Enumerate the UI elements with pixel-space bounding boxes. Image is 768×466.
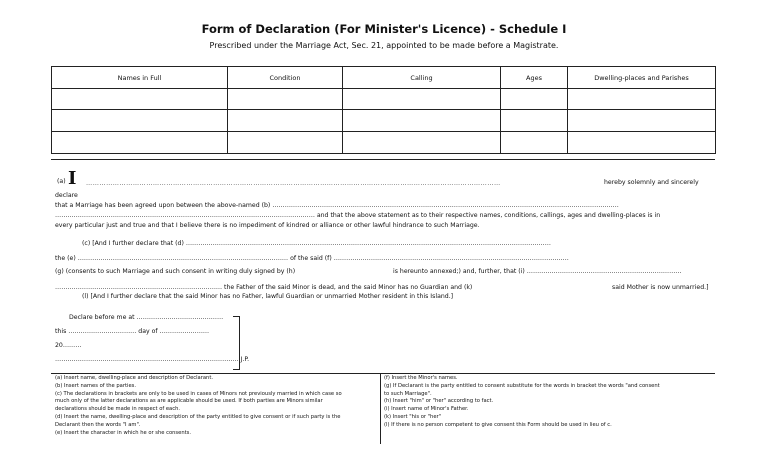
table-cell[interactable] — [568, 110, 716, 132]
notes-column-divider — [380, 374, 381, 444]
belief-line: every particular just and true and that I believe there is no impediment of kindred or alliance or other lawful hindrance to such Marriage. — [55, 222, 480, 229]
footnote: (h) Insert "him" or "her" according to fact. — [384, 398, 494, 405]
footnote: (d) Insert the name, dwelling-place and description of the party entitled to give consent or if such party is the — [55, 413, 341, 420]
mother-unmarried-text: said Mother is now unmarried.] — [612, 284, 709, 291]
further-declare-line[interactable]: (c) [And I further declare that (d) …………………………………………………………………………………………………………………………………………………………… — [82, 240, 551, 247]
hereby-text: hereby solemnly and sincerely — [604, 179, 699, 186]
column-header: Ages — [501, 67, 568, 89]
footnote: much only of the latter declarations as are applicable should be used. If both parties are Minors similar — [55, 398, 323, 405]
footnote: (l) If there is no person competent to give consent this Form should be used in lieu of c. — [384, 421, 612, 428]
father-dead-line[interactable]: ……………………………………………………………………… the Father of the said Minor is dead, and the said Minor has no Guardian and (k) — [55, 284, 473, 291]
table-cell[interactable] — [501, 110, 568, 132]
footnote: (b) Insert names of the parties. — [55, 382, 137, 389]
footnote: (a) Insert name, dwelling-place and description of Declarant. — [55, 375, 214, 381]
footnote: (c) The declarations in brackets are only to be used in cases of Minors not previously married in which case so — [55, 390, 342, 397]
table-cell[interactable] — [501, 132, 568, 154]
statement-line: ……………………………………………………………………………………………………………… and that the above statement as to their respective names, conditions, callings, ages and dwelling-places is in — [55, 212, 661, 219]
table-cell[interactable] — [52, 89, 228, 110]
parties-line[interactable]: that a Marriage has been agreed upon between the above-named (b) …………………………………………………………………………………………………………………………………………………… — [55, 202, 619, 209]
notes-right — [384, 375, 660, 430]
table-cell[interactable] — [52, 110, 228, 132]
signature-bracket — [233, 316, 240, 370]
footnote: (f) Insert the Minor's names. — [384, 375, 458, 381]
table-cell[interactable] — [343, 132, 501, 154]
declarant-initial: I — [68, 168, 77, 189]
consent-line-end[interactable]: is hereunto annexed;) and, further, that (i) ………………………………………………………………… — [393, 268, 682, 275]
table-header-row — [52, 67, 716, 89]
year-field[interactable]: 20……… — [55, 342, 82, 349]
consent-line-start: (g) (consents to such Marriage and such consent in writing duly signed by (h) — [55, 268, 296, 275]
footnote: (i) Insert name of Minor's Father. — [384, 406, 469, 413]
column-header: Names in Full — [52, 67, 228, 89]
table-row — [52, 132, 716, 154]
form-title: Form of Declaration (For Minister's Licence) - Schedule I — [201, 22, 567, 36]
table-cell[interactable] — [52, 132, 228, 154]
table-cell[interactable] — [568, 132, 716, 154]
table-cell[interactable] — [228, 110, 343, 132]
table-cell[interactable] — [568, 89, 716, 110]
section-divider — [51, 159, 715, 160]
footnote: (k) Insert "his or "her" — [384, 413, 442, 420]
notes-divider — [51, 373, 715, 374]
notes-left — [55, 375, 342, 437]
column-header: Dwelling-places and Parishes — [568, 67, 716, 89]
table-row — [52, 89, 716, 110]
table-cell[interactable] — [343, 89, 501, 110]
table-cell[interactable] — [228, 132, 343, 154]
particulars-table — [51, 66, 716, 154]
footnote: (g) If Declarant is the party entitled to consent substitute for the words in bracket the words "and consent — [384, 382, 660, 389]
declare-before-field[interactable]: Declare before me at …………………………………… — [69, 314, 224, 321]
footnote: Declarant then the words "I am". — [55, 421, 141, 428]
column-header: Calling — [343, 67, 501, 89]
date-field[interactable]: this …………………………… day of …………………… — [55, 328, 210, 335]
table-cell[interactable] — [501, 89, 568, 110]
footnote: to such Marriage". — [384, 390, 432, 397]
footnote: declarations should be made in respect of each. — [55, 406, 181, 413]
jp-signature-field[interactable]: ………………………………………………………………………………J.P. — [55, 356, 250, 363]
table-cell[interactable] — [343, 110, 501, 132]
no-guardian-line: (l) [And I further declare that the said Minor has no Father, lawful Guardian or unmarried Mother resident in this Island.] — [82, 293, 454, 300]
consent-character-line[interactable]: the (e) ………………………………………………………………………………………… of the said (f) …………………………………………………………………………………………………… — [55, 255, 569, 262]
column-header: Condition — [228, 67, 343, 89]
table-cell[interactable] — [228, 89, 343, 110]
form-subtitle: Prescribed under the Marriage Act, Sec. 21, appointed to be made before a Magistrate. — [209, 41, 559, 50]
table-row — [52, 110, 716, 132]
declarant-name-field[interactable]: …………………………………………………………………………………………………………………………………………………………………… — [86, 180, 501, 187]
declare-text: declare — [55, 192, 78, 199]
footnote: (e) Insert the character in which he or she consents. — [55, 429, 192, 436]
note-marker-a: (a) — [57, 178, 66, 185]
